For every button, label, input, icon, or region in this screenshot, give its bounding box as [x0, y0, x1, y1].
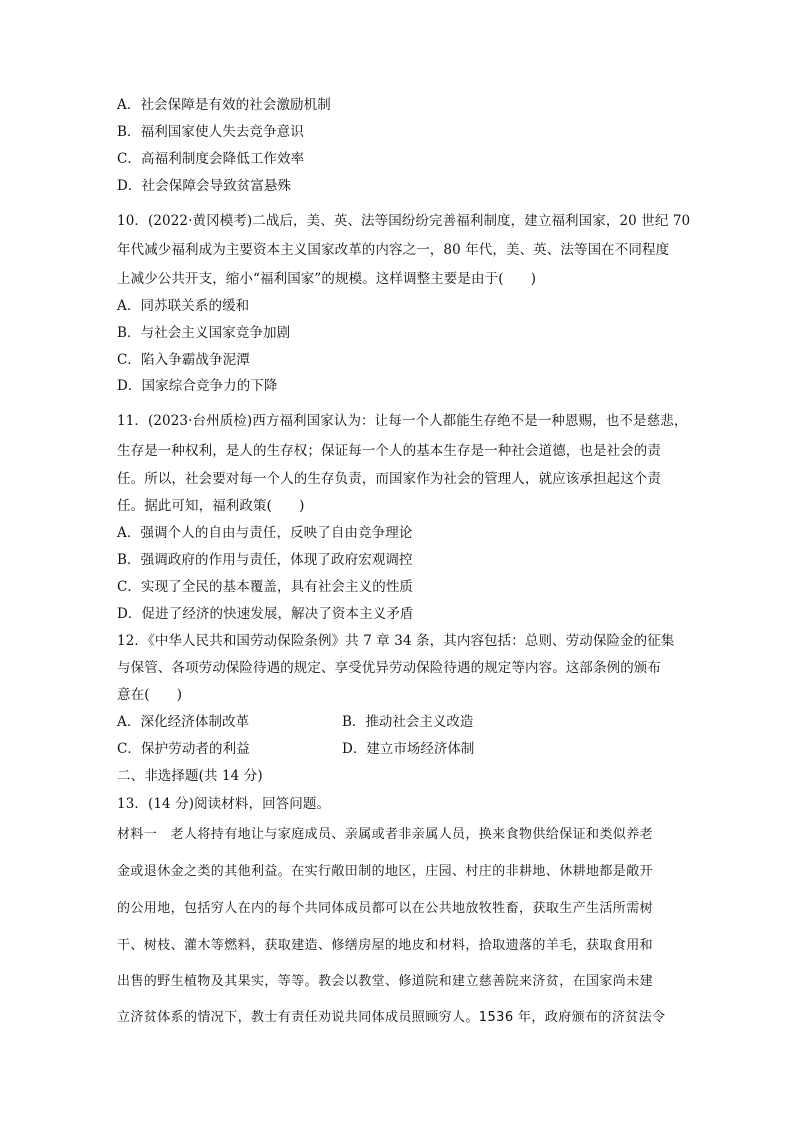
q12-option-d: D．建立市场经济体制 — [342, 741, 475, 757]
q12-stem-line: 与保管、各项劳动保险待遇的规定、享受优异劳动保险待遇的规定等内容。这部条例的颁布 — [117, 660, 661, 676]
q9-option-d: D．社会保障会导致贫富悬殊 — [117, 178, 292, 194]
q11-option-b: B．强调政府的作用与责任，体现了政府宏观调控 — [117, 552, 413, 568]
material-line: 干、树枝、灌木等燃料，获取建造、修缮房屋的地皮和材料，拾取遗落的羊毛，获取食用和 — [117, 938, 654, 953]
q11-option-c: C．实现了全民的基本覆盖，具有社会主义的性质 — [117, 579, 414, 595]
q10-stem-line: 上减少公共开支，缩小“福利国家”的规模。这样调整主要是由于( ) — [117, 271, 537, 287]
material-line: 金或退休金之类的其他利益。在实行敞田制的地区，庄园、村庄的非耕地、休耕地都是敞开 — [117, 864, 654, 879]
q11-stem-line: 任。据此可知，福利政策( ) — [117, 498, 305, 514]
material-line: 出售的野生植物及其果实，等等。教会以教堂、修道院和建立慈善院来济贫，在国家尚未建 — [117, 974, 654, 989]
q9-option-a: A．社会保障是有效的社会激励机制 — [117, 97, 331, 113]
q12-option-c: C．保护劳动者的利益 — [117, 741, 250, 757]
q11-option-a: A．强调个人的自由与责任，反映了自由竞争理论 — [117, 525, 413, 541]
q11-option-d: D．促进了经济的快速发展，解决了资本主义矛盾 — [117, 606, 414, 622]
q10-option-d: D．国家综合竞争力的下降 — [117, 378, 278, 394]
material-line: 立济贫体系的情况下，教士有责任劝说共同体成员照顾穷人。1536 年，政府颁布的济贫法令 — [117, 1010, 666, 1025]
q12-stem-line: 意在( ) — [117, 687, 183, 703]
q9-option-c: C．高福利制度会降低工作效率 — [117, 151, 305, 167]
q13-stem: 13．(14 分)阅读材料，回答问题。 — [117, 796, 331, 812]
q11-stem-line: 任。所以，社会要对每一个人的生存负责，而国家作为社会的管理人，就应该承担起这个责 — [117, 471, 661, 487]
q10-stem-line: 10．(2022·黄冈模考)二战后，美、英、法等国纷纷完善福利制度，建立福利国家，20 世纪 70 — [117, 213, 691, 229]
q11-stem-line: 11．(2023·台州质检)西方福利国家认为：让每一个人都能生存绝不是一种恩赐，也不是慈悲， — [117, 413, 688, 429]
section-title: 二、非选择题(共 14 分) — [117, 768, 263, 784]
q12-stem-line: 12．《中华人民共和国劳动保险条例》共 7 章 34 条，其内容包括：总则、劳动保险金的征集 — [117, 633, 675, 649]
q11-stem-line: 生存是一种权利，是人的生存权；保证每一个人的基本生存是一种社会道德，也是社会的责 — [117, 443, 661, 459]
material-line: 材料一 老人将持有地让与家庭成员、亲属或者非亲属人员，换来食物供给保证和类似养老 — [117, 827, 654, 842]
q12-option-a: A．深化经济体制改革 — [117, 714, 250, 730]
q10-option-b: B．与社会主义国家竞争加剧 — [117, 325, 291, 341]
q9-option-b: B．福利国家使人失去竞争意识 — [117, 124, 304, 140]
q12-option-b: B．推动社会主义改造 — [342, 714, 474, 730]
material-line: 的公用地，包括穷人在内的每个共同体成员都可以在公共地放牧牲畜，获取生产生活所需树 — [117, 901, 654, 916]
q10-option-c: C．陷入争霸战争泥潭 — [117, 352, 250, 368]
q10-stem-line: 年代减少福利成为主要资本主义国家改革的内容之一，80 年代，美、英、法等国在不同程度 — [117, 242, 670, 258]
q10-option-a: A．同苏联关系的缓和 — [117, 298, 250, 314]
